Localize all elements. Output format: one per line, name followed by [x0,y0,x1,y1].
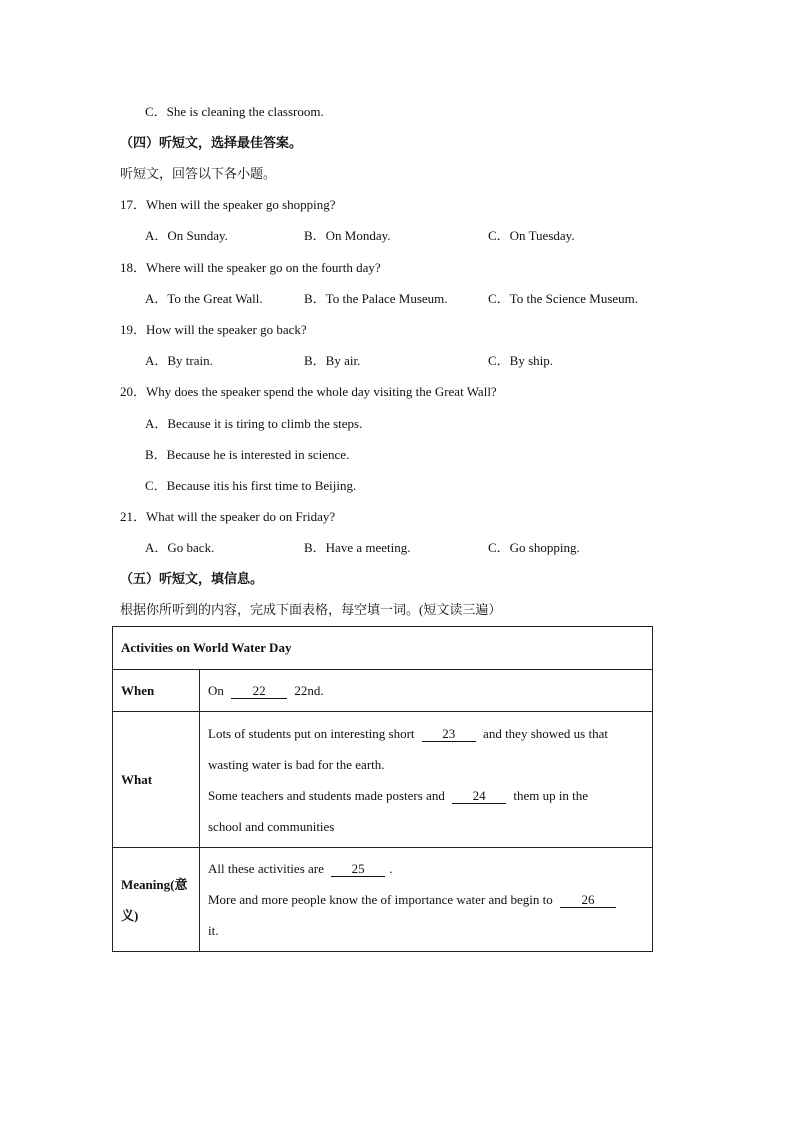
what-cell [200,712,653,848]
meaning-line-2 [208,884,644,915]
when-pre: On [208,682,224,698]
section-4-instruction: 听短文，回答以下各小题。 [120,166,277,181]
table-row [113,627,653,670]
blank-22[interactable]: 22 [231,684,287,699]
q18-option-a: A．To the Great Wall. [145,291,263,306]
water-day-table [112,626,653,952]
meaning-line-1 [208,853,644,884]
what-line-1-post: and they showed us that [483,725,608,741]
question-18: 18．Where will the speaker go on the fourth day? [120,260,381,275]
q18-option-c: C．To the Science Museum. [488,291,639,306]
when-label: When [113,670,200,712]
section-5-heading: （五）听短文，填信息。 [120,571,264,586]
question-19: 19．How will the speaker go back? [120,322,307,337]
question-20: 20．Why does the speaker spend the whole day visiting the Great Wall? [120,384,497,399]
what-line-1-pre: Lots of students put on interesting short [208,725,415,741]
meaning-line-3: it. [208,923,219,938]
q20-option-b: B．Because he is interested in science. [145,447,350,462]
meaning-cell [200,848,653,952]
meaning-label [113,848,200,952]
q17-option-c: C．On Tuesday. [488,228,575,243]
table-row [113,670,653,712]
option-c-previous: C．She is cleaning the classroom. [145,104,324,119]
q19-option-a: A．By train. [145,353,213,368]
table-title: Activities on World Water Day [113,627,653,670]
section-4-heading: （四）听短文，选择最佳答案。 [120,135,303,150]
what-line-4: school and communities [208,818,335,834]
what-line-3-pre: Some teachers and students made posters and [208,787,445,803]
meaning-line-1-post: . [389,861,393,876]
section-5-instruction: 根据你所听到的内容，完成下面表格，每空填一词。(短文读三遍） [120,602,502,617]
what-label: What [113,712,200,848]
when-cell [200,670,653,712]
q19-option-b: B．By air. [304,353,361,368]
blank-26[interactable]: 26 [560,893,616,908]
meaning-line-2-pre: More and more people know the of importance water and begin to [208,892,553,907]
blank-25[interactable]: 25 [331,862,385,877]
q21-option-a: A．Go back. [145,540,215,555]
what-line-1 [208,718,644,749]
blank-23[interactable]: 23 [422,727,476,742]
table-row [113,712,653,848]
meaning-line-1-pre: All these activities are [208,861,324,876]
what-line-3-post: them up in the [513,787,589,803]
q20-option-c: C．Because itis his first time to Beijing. [145,478,357,493]
q21-option-c: C．Go shopping. [488,540,580,555]
what-line-3 [208,780,644,811]
when-post: 22nd. [294,682,324,698]
q21-option-b: B．Have a meeting. [304,540,411,555]
q18-option-b: B．To the Palace Museum. [304,291,448,306]
q19-option-c: C．By ship. [488,353,554,368]
what-line-2: wasting water is bad for the earth. [208,756,385,772]
meaning-label-line-2: 义) [121,907,139,923]
question-21: 21．What will the speaker do on Friday? [120,509,336,524]
blank-24[interactable]: 24 [452,789,506,804]
q20-option-a: A．Because it is tiring to climb the steps. [145,416,363,431]
meaning-label-line-1: Meaning(意 [121,876,188,892]
question-17: 17．When will the speaker go shopping? [120,197,336,212]
table-row [113,848,653,952]
q17-option-a: A．On Sunday. [145,228,228,243]
q17-option-b: B．On Monday. [304,228,391,243]
